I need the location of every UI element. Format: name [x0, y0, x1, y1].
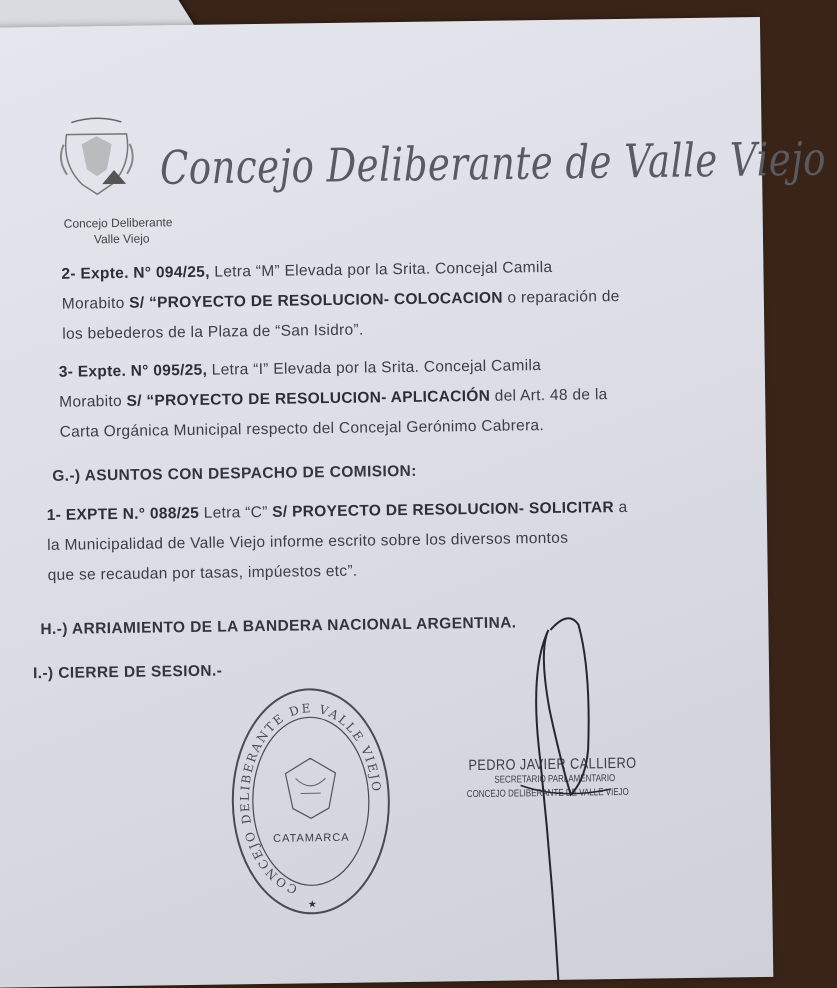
item-3-author: Morabito — [59, 392, 127, 411]
signatory-org: CONCEJO DELIBERANTE DE VALLE VIEJO — [466, 786, 629, 801]
section-g-item-1 — [47, 492, 708, 591]
section-g-line3: que se recaudan por tasas, impúestos etc”. — [47, 562, 358, 584]
item-2-line3: los bebederos de la Plaza de “San Isidro”. — [62, 321, 364, 343]
signatory-role: SECRETARIO PARLAMENTARIO — [494, 773, 616, 786]
section-g-line1-end: a — [613, 498, 628, 517]
section-g-line2: la Municipalidad de Valle Viejo informe escrito sobre los diversos montos — [47, 529, 569, 554]
item-3-line2: del Art. 48 de la — [490, 386, 608, 405]
item-2-expte: 2- Expte. N° 094/25, — [61, 263, 210, 283]
org-name-line2: Valle Viejo — [93, 231, 150, 247]
official-seal-stamp — [229, 682, 392, 924]
item-3-line3: Carta Orgánica Municipal respecto del Concejal Gerónimo Cabrera. — [59, 417, 545, 441]
org-name-line1: Concejo Deliberante — [63, 215, 173, 231]
item-2-line1: Letra “M” Elevada por la Srita. Concejal Camila — [209, 258, 553, 281]
section-h-heading: H.-) ARRIAMIENTO DE LA BANDERA NACIONAL ARGENTINA. — [40, 614, 517, 639]
item-3-line1: Letra “I” Elevada por la Srita. Concejal Camila — [207, 357, 542, 379]
svg-text:★: ★ — [307, 899, 317, 911]
section-g-subject: S/ PROYECTO DE RESOLUCION- SOLICITAR — [272, 499, 615, 521]
seal-center-text: CATAMARCA — [273, 831, 350, 845]
item-3-subject: S/ “PROYECTO DE RESOLUCION- APLICACIÓN — [126, 387, 491, 410]
section-i-heading: I.-) CIERRE DE SESION.- — [32, 662, 223, 683]
council-crest-logo — [51, 114, 142, 201]
item-2-subject: S/ “PROYECTO DE RESOLUCION- COLOCACION — [129, 289, 503, 312]
item-3-expte: 3- Expte. N° 095/25, — [58, 361, 208, 381]
item-2-line2: o reparación de — [502, 287, 620, 307]
agenda-item-2 — [61, 251, 702, 350]
document-page — [0, 17, 827, 988]
svg-text:CONCEJO DELIBERANTE DE VALLE V — [236, 700, 385, 897]
seal-ring-text: CONCEJO DELIBERANTE DE VALLE VIEJO — [237, 701, 384, 897]
item-2-author: Morabito — [61, 294, 130, 313]
agenda-item-3 — [59, 349, 700, 448]
section-g-expte: 1- EXPTE N.° 088/25 — [46, 504, 200, 524]
section-g-heading: G.-) ASUNTOS CON DESPACHO DE COMISION: — [52, 462, 417, 485]
document-title: Concejo Deliberante de Valle Viejo — [159, 132, 827, 196]
handwritten-signature — [498, 609, 643, 981]
signatory-name: PEDRO JAVIER CALLIERO — [468, 754, 637, 775]
section-g-letra: Letra “C” — [199, 503, 273, 522]
